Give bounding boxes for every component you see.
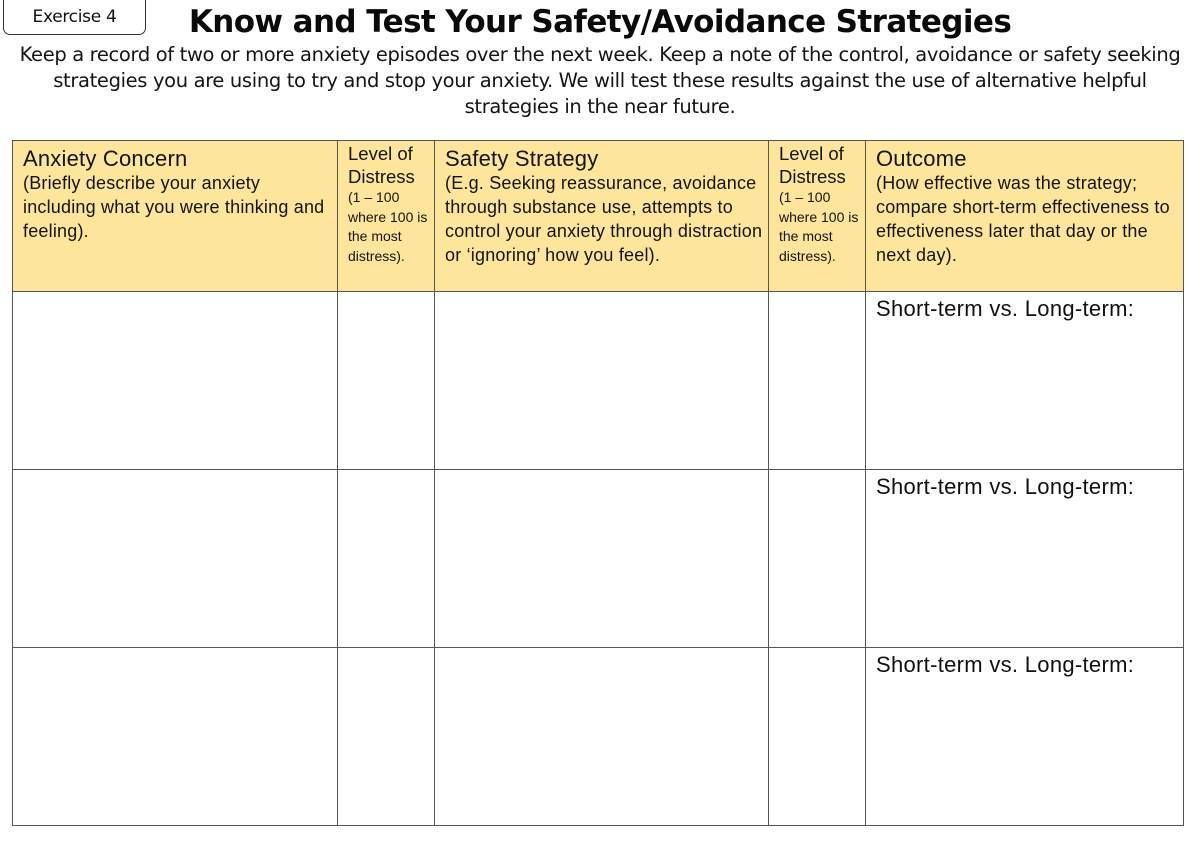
distress-before-field[interactable] — [338, 292, 434, 469]
column-title: Outcome — [876, 146, 967, 171]
column-description: (Briefly describe your anxiety including what you were thinking and feeling). — [23, 173, 325, 241]
distress-before-cell[interactable] — [338, 292, 435, 470]
strategy-log-table-container — [12, 140, 1183, 825]
column-header-distress-before — [338, 141, 435, 292]
anxiety-concern-field[interactable] — [13, 648, 337, 825]
anxiety-concern-field[interactable] — [13, 470, 337, 647]
column-header-safety-strategy — [435, 141, 769, 292]
anxiety-concern-cell[interactable] — [13, 292, 338, 470]
distress-before-field[interactable] — [338, 470, 434, 647]
distress-after-cell[interactable] — [769, 292, 866, 470]
anxiety-concern-field[interactable] — [13, 292, 337, 469]
outcome-cell[interactable] — [866, 470, 1184, 648]
distress-after-field[interactable] — [769, 648, 865, 825]
column-description: (How effective was the strategy; compare short-term effectiveness to effectiveness later that day or the next day). — [876, 173, 1170, 265]
distress-before-field[interactable] — [338, 648, 434, 825]
safety-strategy-cell[interactable] — [435, 292, 769, 470]
page-title: Know and Test Your Safety/Avoidance Strategies — [188, 4, 1012, 40]
safety-strategy-cell[interactable] — [435, 470, 769, 648]
exercise-tag: Exercise 4 — [3, 0, 146, 35]
column-title: Level of Distress — [348, 143, 415, 187]
table-row — [13, 292, 1184, 470]
column-header-outcome — [866, 141, 1184, 292]
intro-instructions: Keep a record of two or more anxiety episodes over the next week. Keep a note of the control, avoidance or safety seeking strategies you are using to try and stop your anxiety. We will test these results against the use of alternative helpful strategies in the near future. — [19, 43, 1181, 118]
outcome-prompt-label: Short-term vs. Long-term: — [876, 474, 1135, 499]
outcome-prompt-label: Short-term vs. Long-term: — [876, 652, 1135, 677]
outcome-prompt-label: Short-term vs. Long-term: — [876, 296, 1135, 321]
safety-strategy-field[interactable] — [435, 648, 768, 825]
distress-before-cell[interactable] — [338, 470, 435, 648]
safety-strategy-field[interactable] — [435, 470, 768, 647]
anxiety-concern-cell[interactable] — [13, 470, 338, 648]
column-title: Level of Distress — [779, 143, 846, 187]
table-row — [13, 470, 1184, 648]
column-description: (1 – 100 where 100 is the most distress). — [779, 189, 859, 264]
table-row — [13, 648, 1184, 826]
column-title: Anxiety Concern — [23, 146, 188, 171]
column-header-distress-after — [769, 141, 866, 292]
outcome-cell[interactable] — [866, 292, 1184, 470]
distress-after-field[interactable] — [769, 292, 865, 469]
distress-after-cell[interactable] — [769, 470, 866, 648]
header-row — [13, 141, 1184, 292]
distress-before-cell[interactable] — [338, 648, 435, 826]
distress-after-field[interactable] — [769, 470, 865, 647]
column-description: (1 – 100 where 100 is the most distress). — [348, 189, 428, 264]
outcome-cell[interactable] — [866, 648, 1184, 826]
column-description: (E.g. Seeking reassurance, avoidance through substance use, attempts to control your anxiety through distraction or ‘ignoring’ how you feel). — [445, 173, 763, 265]
strategy-log-table — [12, 140, 1184, 826]
safety-strategy-cell[interactable] — [435, 648, 769, 826]
anxiety-concern-cell[interactable] — [13, 648, 338, 826]
column-title: Safety Strategy — [445, 146, 599, 171]
safety-strategy-field[interactable] — [435, 292, 768, 469]
column-header-anxiety-concern — [13, 141, 338, 292]
distress-after-cell[interactable] — [769, 648, 866, 826]
